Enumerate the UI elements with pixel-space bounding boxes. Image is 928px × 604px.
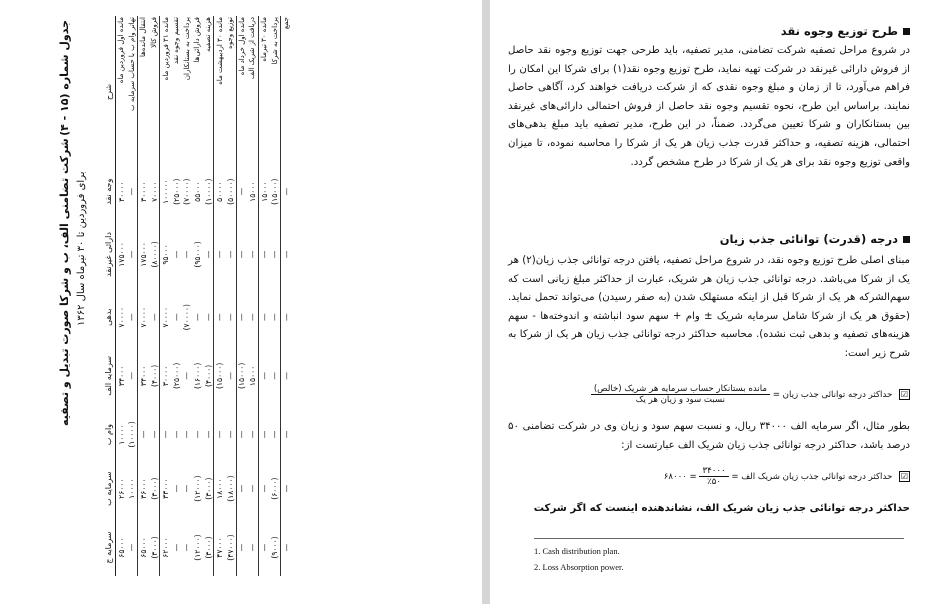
table-row (138, 16, 149, 576)
table-cell: — (236, 168, 247, 215)
table-cell: — (149, 430, 159, 439)
table-cell: — (280, 215, 291, 293)
row-description: پرداخت به بستانکاران (182, 17, 191, 81)
table-cell: — (280, 519, 291, 576)
table-row (247, 16, 258, 576)
footnote-2: 2. Loss Absorption power. (534, 562, 624, 572)
table-cell: — (127, 187, 137, 196)
formula1-fraction (591, 384, 770, 405)
formula1-denominator: نسبت سود و زیان هر یک (635, 395, 725, 405)
formula2-denominator: ٪۵۰ (707, 477, 721, 487)
table-cell: (۲۵۰۰۰) (171, 178, 181, 205)
table-cell: — (236, 411, 247, 458)
table-cell: ۵۰۰۰۰ (214, 168, 225, 215)
table-cell: — (160, 411, 171, 458)
table-cell: (۱۵۰۰۰) (236, 341, 247, 411)
table-cell: — (127, 313, 137, 322)
table-cell: (۴۰۰۰) (203, 364, 213, 387)
table-cell: — (236, 294, 247, 341)
column-header: بدهی (102, 294, 116, 341)
table-cell: — (203, 313, 213, 322)
row-description: انتقال مانده‌ها (138, 16, 149, 168)
table-cell: ۱۰۰۰۰ (116, 424, 126, 445)
closing-line: حداکثر درجه توانائی جذب زیان شریک الف، نشاندهنده اینست که اگر شرکت (533, 503, 910, 514)
table-cell: (۶۰۰۰) (270, 477, 280, 500)
table-cell: — (247, 430, 257, 439)
table-cell: — (182, 250, 192, 259)
table-cell: (۱۰۰۰۰) (203, 178, 213, 205)
table-cell: — (236, 458, 247, 519)
formula-2 (664, 466, 910, 487)
table-cell: ۱۵۰۰۰ (258, 168, 269, 215)
footnotes (534, 538, 904, 575)
section2-heading (720, 232, 910, 246)
table-cell: — (214, 215, 225, 293)
table-cell: (۱۰۰۰۰) (127, 421, 137, 448)
formula2-fraction (699, 466, 728, 487)
table-cell: ۶۵۰۰۰ (138, 519, 149, 576)
table-cell: (۱۲۰۰۰) (192, 475, 202, 502)
row-description: مانده ۳۰ تیرماه (258, 16, 269, 168)
table-cell: — (247, 313, 257, 322)
table-body (116, 16, 292, 576)
table-cell: ۳۴۰۰۰ (138, 341, 149, 411)
table-cell: ۱۷۵۰۰۰ (116, 242, 126, 267)
formula1-numerator: مانده بستانکار حساب سرمایه هر شریک (خالص) (591, 384, 770, 395)
section1-body: در شروع مراحل تصفیه شرکت تضامنی، مدیر تصفیه، باید طرحی جهت توزیع وجوه نقد حاصل از فروش دارائی غیرنقد در شرکت تهیه نماید، طرح توزیع وجوه نقد(۱) برای شرکا این امکان را فراهم می‌آورد، تا از زمان و مبلغ وجوه نقدی که از شرکت دریافت خواهند کرد، آگاهی حاصل نمایند. براساس این طرح، نحوه تقسیم وجوه نقد حاصل از فروش احتمالی دارائی‌های غیرنقد بین بستانکاران و شرکا تعیین می‌گردد. ضمناً، در این طرح، مدیر تصفیه باید مبلغ بدهی‌های احتمالی، هزینه تصفیه، و حداکثر قدرت جذب زیان هر یک از شرکا را محاسبه نموده، تا میزان واقعی توزیع وجوه نقد برای هر یک از شرکا در طرح مشخص گردد. (508, 45, 910, 168)
table-cell: — (171, 430, 181, 439)
row-description: تقسیم وجوه نقد (172, 17, 181, 65)
section2-title: درجه (قدرت) توانائی جذب زیان (719, 232, 898, 246)
table-cell: — (236, 519, 247, 576)
table-cell: — (258, 411, 269, 458)
table-cell: ۱۷۵۰۰۰ (138, 215, 149, 293)
table-cell: ۳۴۰۰۰ (116, 365, 126, 387)
table-cell: (۳۰۰۰) (203, 477, 213, 500)
row-description: توزیع وجوه (226, 17, 235, 49)
table-cell: — (258, 458, 269, 519)
table-cell: ۳۰۰۰۰ (116, 181, 126, 202)
table-cell: — (225, 430, 235, 439)
column-header: وجه نقد (102, 168, 116, 215)
table-cell: ۵۵۰۰۰ (192, 181, 202, 202)
table-cell: — (127, 372, 137, 380)
row-description: فروش کالا (150, 17, 159, 48)
footnote-1: 1. Cash distribution plan. (534, 546, 620, 556)
book-spine (482, 0, 490, 604)
table-row (127, 16, 138, 576)
table-cell: (۴۷۰۰۰) (225, 534, 235, 561)
table-cell: (۳۰۰۰) (149, 536, 159, 559)
table-cell: ۱۰۰۰۰ (127, 478, 137, 499)
table-cell: — (214, 411, 225, 458)
table-cell: ۱۵۰۰۰ (247, 181, 257, 202)
right-page (490, 0, 928, 604)
company-title: شرکت تضامنی الف، ب و شرکا صورت تبدیل و تصفیه (58, 138, 71, 426)
table-row (236, 16, 247, 576)
formula-1 (591, 384, 910, 405)
column-header: وام ب (102, 411, 116, 458)
row-description: هزینه تصفیه (204, 17, 213, 53)
table-cell: ۶۵۰۰۰ (116, 537, 126, 558)
table-cell: ۷۰۰۰۰ (160, 294, 171, 341)
row-description: دریافت از شریک الف (248, 17, 257, 80)
table-cell: — (225, 313, 235, 322)
table-row (280, 16, 291, 576)
table-cell: — (258, 519, 269, 576)
table-cell: — (247, 250, 257, 259)
table-cell: — (258, 341, 269, 411)
bullet-icon (903, 236, 910, 243)
table-cell: — (270, 313, 280, 322)
table-cell: ۹۵۰۰۰ (160, 215, 171, 293)
row-description: جمع (280, 16, 291, 168)
table-cell: ۱۸۰۰۰ (214, 458, 225, 519)
bullet-icon (903, 28, 910, 35)
formula2-numerator: ۳۴۰۰۰ (699, 466, 728, 477)
column-header: شرح (102, 16, 116, 168)
table-cell: ۳۳۰۰۰ (160, 458, 171, 519)
table-cell: (۹۵۰۰۰) (192, 241, 202, 268)
table-cell: (۱۶۰۰۰) (192, 362, 202, 390)
table-cell: (۴۰۰۰) (149, 364, 159, 387)
period-subtitle: برای فروردین تا ۳۰ تیرماه سال ۱۳۶۲ (76, 171, 87, 326)
table-cell: (۳۰۰۰) (203, 536, 213, 559)
table-cell: — (247, 543, 257, 552)
table-cell: — (270, 430, 280, 439)
table-row (225, 16, 236, 576)
table-cell: (۸۰۰۰۰) (149, 241, 159, 268)
table-cell: ۷۰۰۰۰ (149, 181, 159, 202)
table-cell: — (171, 250, 181, 259)
checkbox-icon: ☑ (900, 472, 909, 481)
table-cell: — (214, 294, 225, 341)
formula1-lhs: حداکثر درجه توانائی جذب زیان = (772, 390, 893, 400)
table-header-row (102, 16, 116, 576)
row-description: مانده ۳۱ فروردین ماه (160, 16, 171, 168)
row-description: تهاتر وام ب با حساب سرمایه ب (127, 17, 136, 111)
table-cell: (۱۵۰۰۰) (270, 178, 280, 205)
table-row (182, 16, 193, 576)
table-cell: — (171, 484, 181, 493)
rotated-table-block (56, 16, 436, 576)
table-row (116, 16, 127, 576)
example-body: بطور مثال، اگر سرمایه الف ۳۴۰۰۰ ریال، و نسبت سهم سود و زیان وی در شرکت تضامنی ۵۰ درصد باشد، حداکثر درجه توانائی جذب زیان شریک الف عبارتست از: (508, 421, 910, 451)
table-row (160, 16, 171, 576)
column-header: سرمایه ج (102, 519, 116, 576)
table-cell: — (203, 250, 213, 259)
table-cell: (۱۸۰۰۰) (225, 475, 235, 502)
column-header: سرمایه ب (102, 458, 116, 519)
row-description: مانده ۳۰ اردیبهشت ماه (214, 16, 225, 168)
checkbox-icon: ☑ (900, 390, 909, 399)
section2-body: مبنای اصلی طرح توزیع وجوه نقد، در شروع مراحل تصفیه، یافتن درجه توانائی جذب زیان(۲) هر یک از شرکا می‌باشد. درجه توانائی جذب زیان هر شریک، عبارت از حداکثر مبلغ زیانی است که سهم‌الشرکه هر یک از شرکا قبل از اینکه مستهلک شدن (به صفر رسیدن) می‌تواند تحمل نماید. (حقوق هر یک از شرکا شامل سرمایه شریک ± وام + سهم سود انباشته و اندوخته‌ها - سهم هزینه‌های تصفیه و بدهی ثبت نشده). محاسبه حداکثر درجه توانائی جذب زیان هر یک از شرکا به شرح زیر است: (508, 255, 910, 359)
table-cell: — (236, 215, 247, 293)
column-header: دارائی غیرنقد (102, 215, 116, 293)
formula2-result: = ۶۸۰۰۰ (663, 472, 697, 482)
row-description: مانده اول فروردین ماه (117, 17, 126, 84)
row-description: پرداخت به شرکا (270, 17, 279, 65)
table-cell: ۱۰۰۰۰۰ (160, 168, 171, 215)
table-cell: — (182, 430, 192, 439)
table-cell: — (280, 168, 291, 215)
section1-heading (781, 24, 910, 38)
table-cell: ۳۰۰۰۰ (138, 168, 149, 215)
table-cell: — (247, 484, 257, 493)
table-row (149, 16, 160, 576)
table-row (171, 16, 182, 576)
liquidation-table (102, 16, 292, 576)
table-row (258, 16, 269, 576)
table-cell: (۳۰۰۰) (149, 477, 159, 500)
table-cell: — (182, 372, 192, 380)
table-cell: — (138, 411, 149, 458)
table-cell: ۲۶۰۰۰ (116, 478, 126, 499)
table-cell: — (149, 313, 159, 322)
table-cell: ۷۰۰۰۰ (138, 294, 149, 341)
table-title: جدول شماره (۱۵ - ۴) (58, 20, 71, 136)
table-cell: ۳۰۰۰۰ (160, 341, 171, 411)
table-cell: — (225, 250, 235, 259)
table-cell: — (280, 294, 291, 341)
table-cell: ۳۶۰۰۰ (138, 458, 149, 519)
table-cell: ۱۵۰۰۰ (247, 365, 257, 387)
table-cell: — (270, 250, 280, 259)
row-description: مانده اول خرداد ماه (236, 16, 247, 168)
table-cell: (۲۵۰۰۰) (171, 362, 181, 390)
table-cell: — (258, 294, 269, 341)
table-cell: — (280, 458, 291, 519)
table-row (203, 16, 214, 576)
table-cell: (۷۰۰۰۰) (182, 304, 192, 331)
table-cell: (۱۲۰۰۰) (192, 534, 202, 561)
table-cell: — (280, 411, 291, 458)
table-cell: — (182, 543, 192, 552)
table-cell: ۶۲۰۰۰ (160, 519, 171, 576)
row-description: فروش دارائی‌ها (193, 17, 202, 63)
table-cell: (۷۰۰۰۰) (182, 178, 192, 205)
table-row (214, 16, 225, 576)
table-cell: — (171, 543, 181, 552)
table-cell: — (203, 430, 213, 439)
table-cell: — (258, 215, 269, 293)
table-cell: — (127, 250, 137, 259)
table-cell: (۵۰۰۰۰) (225, 178, 235, 205)
table-cell: ۷۰۰۰۰ (116, 307, 126, 328)
table-cell: — (225, 372, 235, 380)
section1-title: طرح توزیع وجوه نقد (780, 24, 898, 38)
table-cell: — (280, 341, 291, 411)
table-row (192, 16, 203, 576)
formula2-lhs: حداکثر درجه توانائی جذب زیان شریک الف = (731, 472, 893, 482)
table-cell: ۴۷۰۰۰ (214, 519, 225, 576)
table-cell: — (270, 372, 280, 380)
table-cell: — (192, 313, 202, 322)
table-cell: — (127, 543, 137, 552)
table-cell: — (192, 430, 202, 439)
column-header: سرمایه الف (102, 341, 116, 411)
table-cell: — (182, 484, 192, 493)
table-cell: (۱۵۰۰۰) (214, 341, 225, 411)
table-row (269, 16, 280, 576)
table-cell: (۹۰۰۰) (270, 536, 280, 559)
table-cell: — (171, 313, 181, 322)
